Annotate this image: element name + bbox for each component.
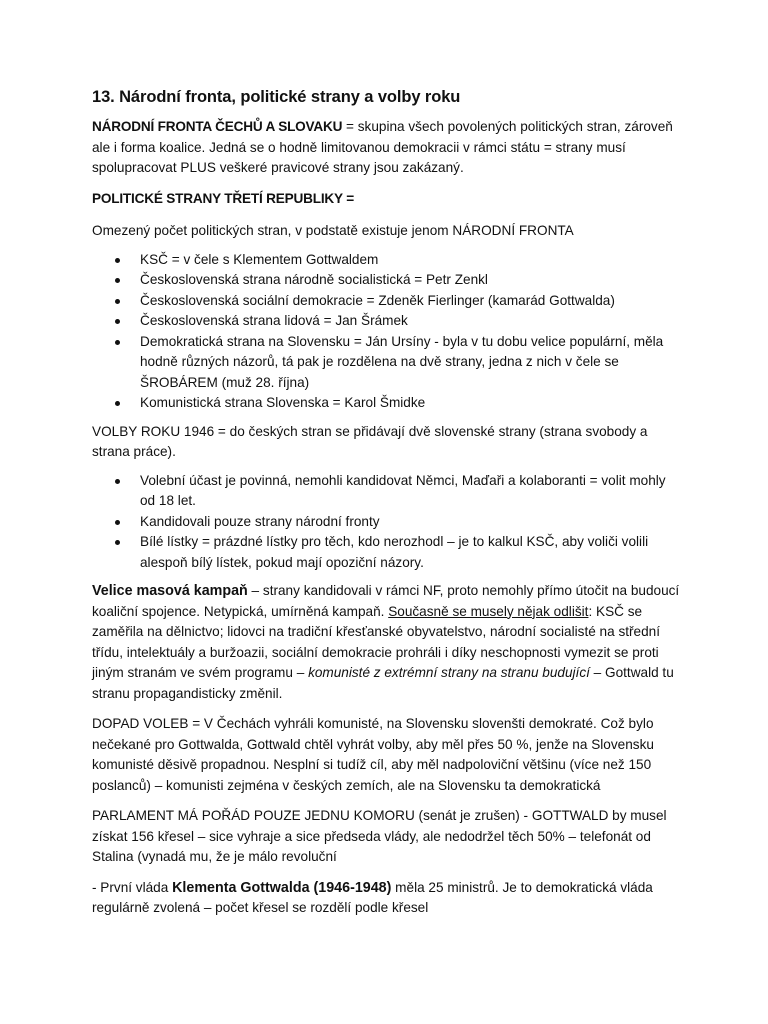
campaign-underlined: Současně se musely nějak odlišit: [388, 603, 589, 619]
government-prefix: - První vláda: [92, 879, 173, 895]
elections-list: [92, 471, 682, 574]
parties-list: [92, 250, 682, 414]
list-item: Československá strana lidová = Jan Šrámek: [140, 311, 682, 332]
section-heading-parties: POLITICKÉ STRANY TŘETÍ REPUBLIKY =: [92, 190, 354, 206]
paragraph-impact: DOPAD VOLEB = V Čechách vyhráli komunisté, na Slovensku slovenšti demokraté. Což bylo nečekané pro Gottwalda, Gottwald chtěl vyhrát volby, aby měl přes 50 %, jenže na Slovensku komunisté děsivě propadnou. Nesplní si tudíž cíl, aby měl nadpoloviční většinu (více než 150 poslanců) – komunisti zejména v českých zemích, ale na Slovensku ta demokratická: [92, 716, 654, 793]
page-title: 13. Národní fronta, politické strany a volby roku: [92, 88, 461, 106]
list-item: Bílé lístky = prázdné lístky pro těch, kdo nerozhodl – je to kalkul KSČ, aby voliči volili alespoň bílý lístek, pokud mají opoziční názory.: [140, 532, 682, 573]
text-narodni-fronta: = skupina všech povolených politických stran, zároveň ale i forma koalice. Jedná se o hodně limitovanou demokracii v rámci státu = strany musí spolupracovat PLUS veškeré pravicové strany jsou zakázaný.: [92, 119, 673, 175]
paragraph-parliament: PARLAMENT MÁ POŘÁD POUZE JEDNU KOMORU (senát je zrušen) - GOTTWALD by musel získat 156 křesel – sice vyhraje a sice předseda vlády, ale nedodržel těch 50% – telefonát od Stalina (vynadá mu, že je málo revoluční: [92, 808, 667, 864]
list-item: Demokratická strana na Slovensku = Ján Ursíny - byla v tu dobu velice populární, měla hodně různých názorů, tá pak je rozdělena na dvě strany, jedna z nich v čele se ŠROBÁREM (muž 28. října): [140, 332, 682, 394]
campaign-text-2: : KSČ se zaměřila na dělnictvo; lidovci na tradiční křesťanské obyvatelstvo, národní socialisté na střední třídu, intelektuály a buržoazii, sociální demokracie prohráli i díky neschopnosti vymezit se proti jiným stranám ve svém programu –: [92, 603, 661, 680]
list-item: KSČ = v čele s Klementem Gottwaldem: [140, 250, 682, 271]
government-bold: Klementa Gottwalda (1946-1948): [172, 879, 392, 896]
campaign-italic: komunisté z extrémní strany na stranu budující: [308, 665, 590, 680]
campaign-text-1: – strany kandidovali v rámci NF, proto nemohly přímo útočit na budoucí koaliční spojence. Netypická, umírněná kampaň.: [92, 583, 680, 619]
paragraph-narodni-fronta: [92, 117, 682, 179]
list-item: Československá sociální demokracie = Zdeněk Fierlinger (kamarád Gottwalda): [140, 291, 682, 312]
paragraph-government: [92, 878, 682, 919]
list-item: Kandidovali pouze strany národní fronty: [140, 512, 682, 533]
document-page: [92, 86, 682, 929]
paragraph-campaign: [92, 581, 682, 704]
elections-intro: VOLBY ROKU 1946 = do českých stran se přidávají dvě slovenské strany (strana svobody a strana práce).: [92, 423, 648, 459]
campaign-text-3: – Gottwald tu stranu propagandisticky změnil.: [92, 665, 674, 701]
term-narodni-fronta: NÁRODNÍ FRONTA ČECHŮ A SLOVAKU: [92, 119, 343, 134]
term-campaign: Velice masová kampaň: [92, 583, 248, 599]
list-item: Volební účast je povinná, nemohli kandidovat Němci, Maďaři a kolaboranti = volit mohly od 18 let.: [140, 471, 682, 512]
list-item: Československá strana národně socialistická = Petr Zenkl: [140, 270, 682, 291]
parties-intro: Omezený počet politických stran, v podstatě existuje jenom NÁRODNÍ FRONTA: [92, 223, 574, 238]
list-item: Komunistická strana Slovenska = Karol Šmidke: [140, 393, 682, 414]
government-text: měla 25 ministrů. Je to demokratická vláda regulárně zvolená – počet křesel se rozdělí podle křesel: [92, 879, 653, 915]
